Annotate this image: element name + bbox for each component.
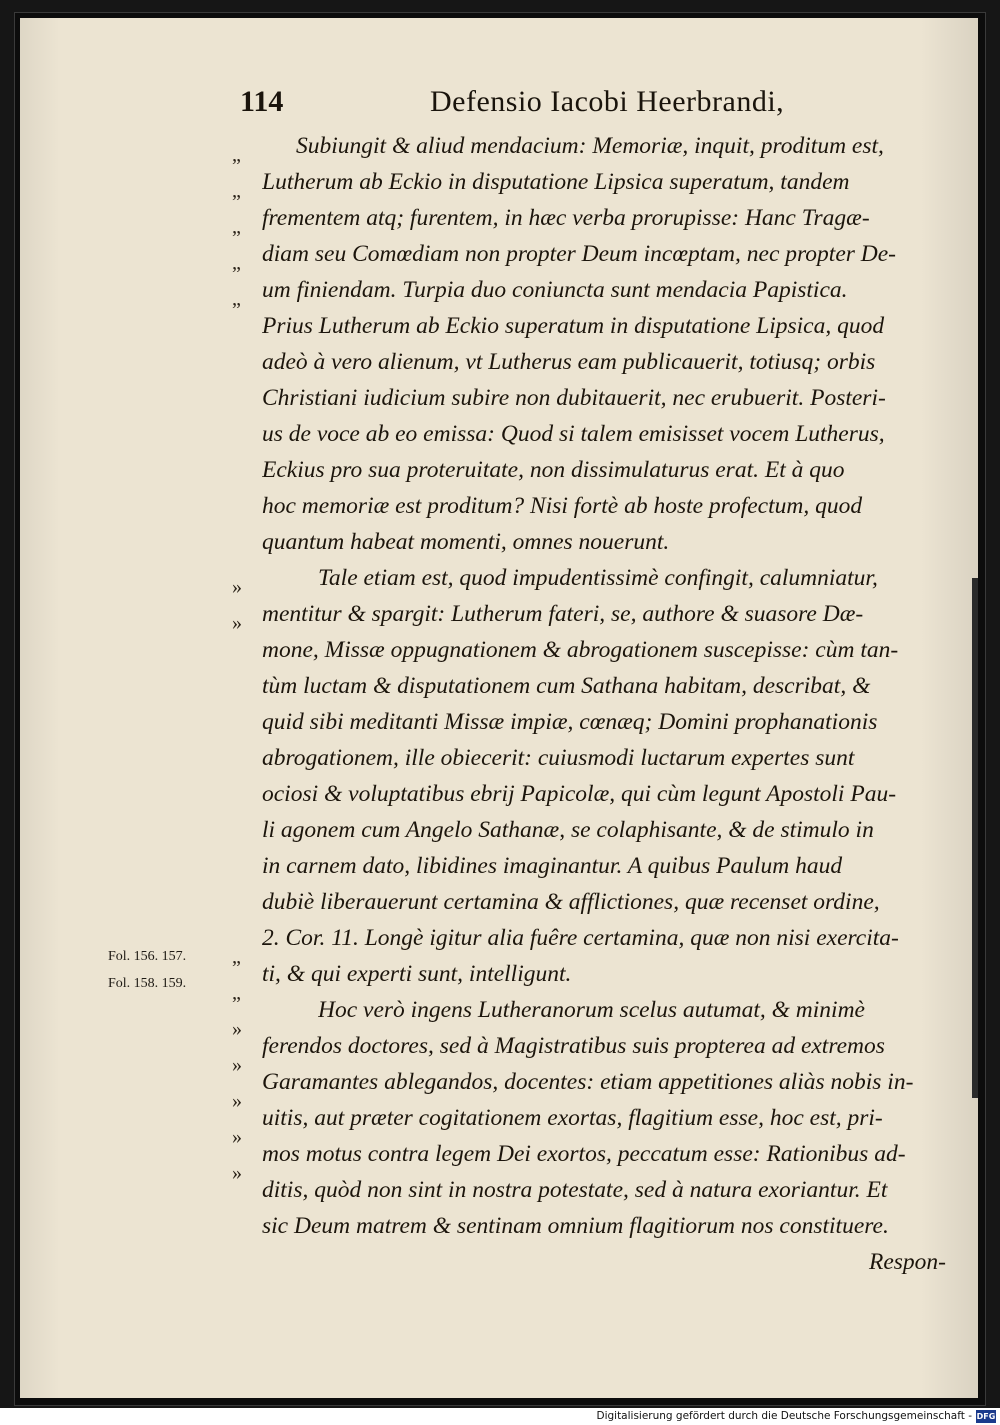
text-line: adeò à vero alienum, vt Lutherus eam publicauerit, totiusq; orbis <box>262 349 876 375</box>
text-line: frementem atq; furentem, in hæc verba prorupisse: Hanc Tragæ- <box>262 205 870 231</box>
catchword: Respon- <box>868 1249 946 1275</box>
text-line: sic Deum matrem & sentinam omnium flagitiorum nos constituere. <box>262 1213 889 1239</box>
text-line: us de voce ab eo emissa: Quod si talem emisisset vocem Lutherus, <box>262 421 885 447</box>
text-line: um finiendam. Turpia duo coniuncta sunt mendacia Papistica. <box>262 277 848 303</box>
text-line: li agonem cum Angelo Sathanæ, se colaphisante, & de stimulo in <box>262 817 874 843</box>
funding-notice: Digitalisierung gefördert durch die Deutsche Forschungsgemeinschaft - <box>596 1410 972 1422</box>
text-line: tùm luctam & disputationem cum Sathana habitam, describat, & <box>262 673 871 699</box>
page-edge-shadow <box>972 578 978 1098</box>
text-line: mos motus contra legem Dei exortos, peccatum esse: Rationibus ad- <box>262 1141 906 1167</box>
text-line: diam seu Comœdiam non propter Deum incœptam, nec propter De- <box>262 241 896 267</box>
text-line: ociosi & voluptatibus ebrij Papicolæ, qui cùm legunt Apostoli Pau- <box>262 781 897 807</box>
text-line: hoc memoriæ est proditum? Nisi fortè ab hoste profectum, quod <box>262 493 863 519</box>
quote-mark: » <box>232 612 242 634</box>
running-title: Defensio Iacobi Heerbrandi, <box>430 85 785 118</box>
text-line: Prius Lutherum ab Eckio superatum in disputatione Lipsica, quod <box>262 313 885 339</box>
quote-mark: » <box>232 1126 242 1148</box>
text-line: ti, & qui experti sunt, intelligunt. <box>262 961 572 987</box>
text-line: ferendos doctores, sed à Magistratibus suis propterea ad extremos <box>262 1033 885 1059</box>
quote-mark: „ <box>232 946 241 968</box>
text-line: in carnem dato, libidines imaginantur. A quibus Paulum haud <box>262 853 843 879</box>
quote-mark: „ <box>232 144 241 166</box>
quote-mark: » <box>232 1018 242 1040</box>
text-line: Lutherum ab Eckio in disputatione Lipsica superatum, tandem <box>262 169 850 195</box>
text-line: Tale etiam est, quod impudentissimè confingit, calumniatur, <box>318 565 878 591</box>
quote-mark: » <box>232 1054 242 1076</box>
quote-mark: „ <box>232 982 241 1004</box>
text-line: Hoc verò ingens Lutheranorum scelus autumat, & minimè <box>318 997 865 1023</box>
page-number: 114 <box>240 85 284 118</box>
text-line: mone, Missæ oppugnationem & abrogationem suscepisse: cùm tan- <box>262 637 899 663</box>
text-line: quantum habeat momenti, omnes nouerunt. <box>262 529 670 555</box>
text-line: uitis, aut præter cogitationem exortas, flagitium esse, hoc est, pri- <box>262 1105 883 1131</box>
text-line: abrogationem, ille obiecerit: cuiusmodi luctarum expertes sunt <box>262 745 855 771</box>
page-header <box>240 85 840 125</box>
text-line: Subiungit & aliud mendacium: Memoriæ, inquit, proditum est, <box>296 133 884 159</box>
footer-bar <box>0 1408 1000 1425</box>
quote-mark: » <box>232 1090 242 1112</box>
text-line: dubiè liberauerunt certamina & afflictiones, quæ recenset ordine, <box>262 889 880 915</box>
text-line: ditis, quòd non sint in nostra potestate, sed à natura exoriantur. Et <box>262 1177 888 1203</box>
text-line: 2. Cor. 11. Longè igitur alia fuêre certamina, quæ non nisi exercita- <box>262 925 899 951</box>
margin-reference: Fol. 158. 159. <box>108 976 187 991</box>
text-line: Eckius pro sua proteruitate, non dissimulaturus erat. Et à quo <box>262 457 845 483</box>
margin-reference: Fol. 156. 157. <box>108 949 187 964</box>
quote-mark: » <box>232 576 242 598</box>
text-line: Garamantes ablegandos, docentes: etiam appetitiones aliàs nobis in- <box>262 1069 914 1095</box>
text-line: mentitur & spargit: Lutherum fateri, se, authore & suasore Dæ- <box>262 601 864 627</box>
quote-mark: » <box>232 1162 242 1184</box>
quote-mark: „ <box>232 216 241 238</box>
quote-mark: „ <box>232 252 241 274</box>
text-line: quid sibi meditanti Missæ impiæ, cœnæq; Domini prophanationis <box>262 709 878 735</box>
quote-mark: „ <box>232 180 241 202</box>
text-line: Christiani iudicium subire non dubitauerit, nec erubuerit. Posteri- <box>262 385 886 411</box>
quote-mark: „ <box>232 288 241 310</box>
dfg-logo[interactable]: DFG <box>976 1412 996 1421</box>
